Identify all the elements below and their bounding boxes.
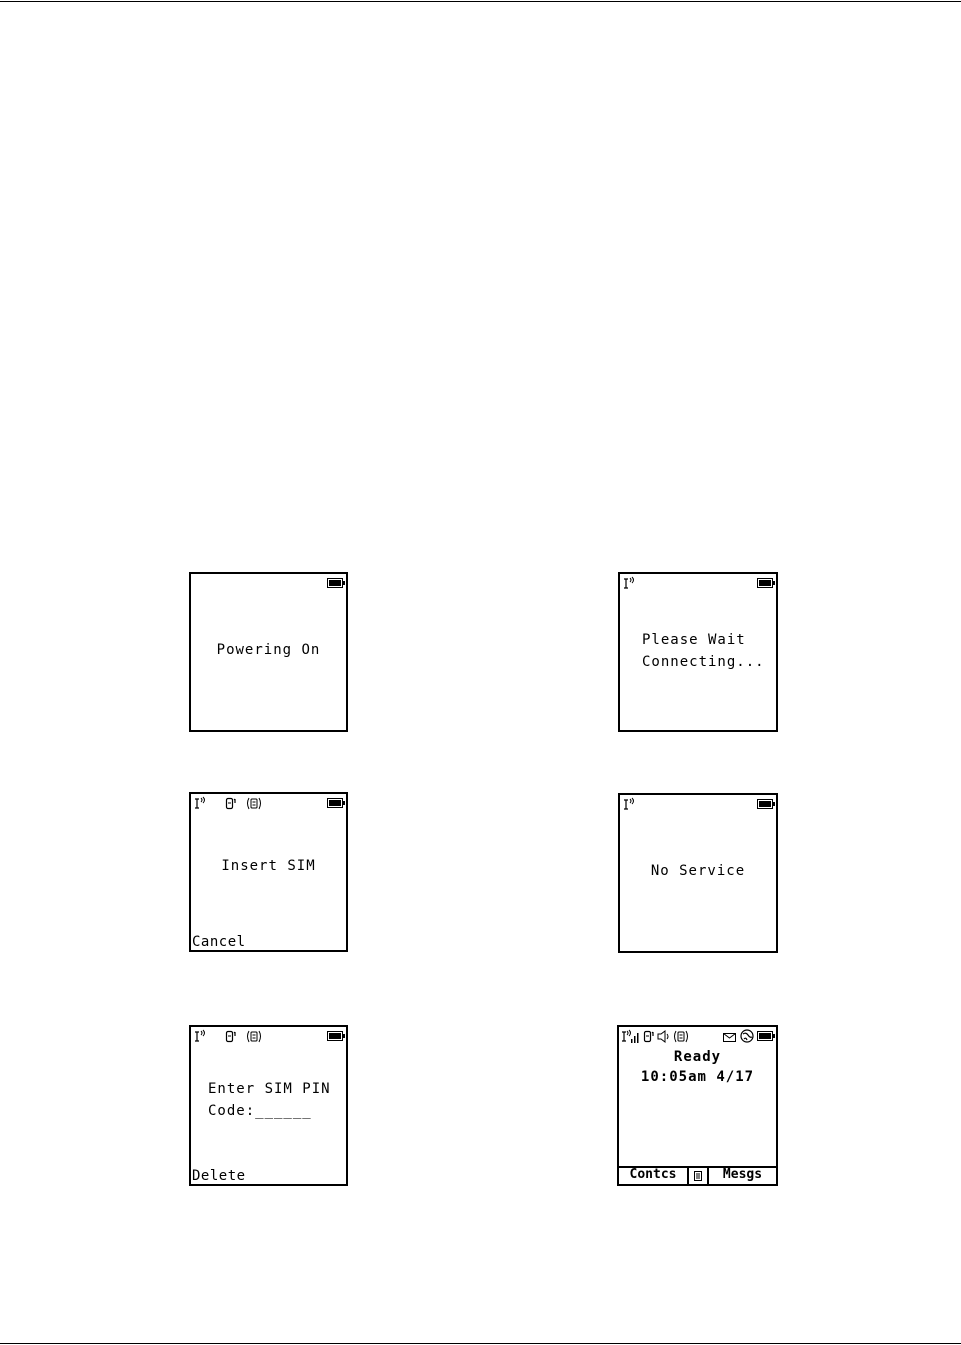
- softkey-bar: [619, 1166, 776, 1184]
- screen-please-wait: [618, 572, 778, 732]
- contacts-softkey[interactable]: Contcs: [619, 1168, 689, 1184]
- delete-softkey[interactable]: Delete: [192, 1168, 246, 1184]
- tty-icon: [643, 1030, 656, 1043]
- screen-ready: [617, 1025, 778, 1186]
- menu-softkey[interactable]: [689, 1168, 709, 1184]
- menu-icon: [694, 1171, 702, 1181]
- antenna-icon: [193, 796, 207, 810]
- tty-icon: [225, 797, 239, 810]
- location-icon: [673, 1030, 689, 1043]
- status-line-2: Connecting...: [642, 654, 765, 670]
- message-icon: [723, 1033, 736, 1042]
- status-message: No Service: [650, 863, 746, 879]
- top-rule: [0, 1, 961, 2]
- battery-icon: [757, 1031, 775, 1041]
- battery-icon: [327, 798, 345, 808]
- status-message: Powering On: [216, 642, 321, 658]
- antenna-icon: [622, 797, 636, 811]
- pin-prompt: Enter SIM PIN: [208, 1081, 331, 1097]
- ready-status: Ready: [673, 1049, 722, 1065]
- cancel-softkey[interactable]: Cancel: [192, 934, 246, 950]
- battery-icon: [757, 799, 775, 809]
- battery-icon: [327, 1031, 345, 1041]
- screen-enter-sim-pin: [189, 1025, 348, 1186]
- messages-softkey[interactable]: Mesgs: [722, 1167, 763, 1182]
- screen-no-service: [618, 793, 778, 953]
- antenna-icon: [622, 576, 636, 590]
- tty-icon: [225, 1030, 239, 1043]
- ringer-volume-icon: [657, 1030, 671, 1043]
- pin-code-field[interactable]: Code:______: [208, 1103, 312, 1119]
- battery-icon: [327, 578, 345, 588]
- status-message: Insert SIM: [221, 858, 316, 874]
- status-line-1: Please Wait: [642, 632, 746, 648]
- bottom-rule: [0, 1343, 961, 1344]
- date-time: 10:05am 4/17: [640, 1069, 755, 1085]
- roaming-icon: [740, 1029, 754, 1043]
- antenna-icon: [193, 1029, 207, 1043]
- screen-powering-on: [189, 572, 348, 732]
- screen-insert-sim: [189, 792, 348, 952]
- location-icon: [246, 1030, 262, 1043]
- battery-icon: [757, 578, 775, 588]
- signal-strength-icon: [631, 1031, 641, 1043]
- location-icon: [246, 797, 262, 810]
